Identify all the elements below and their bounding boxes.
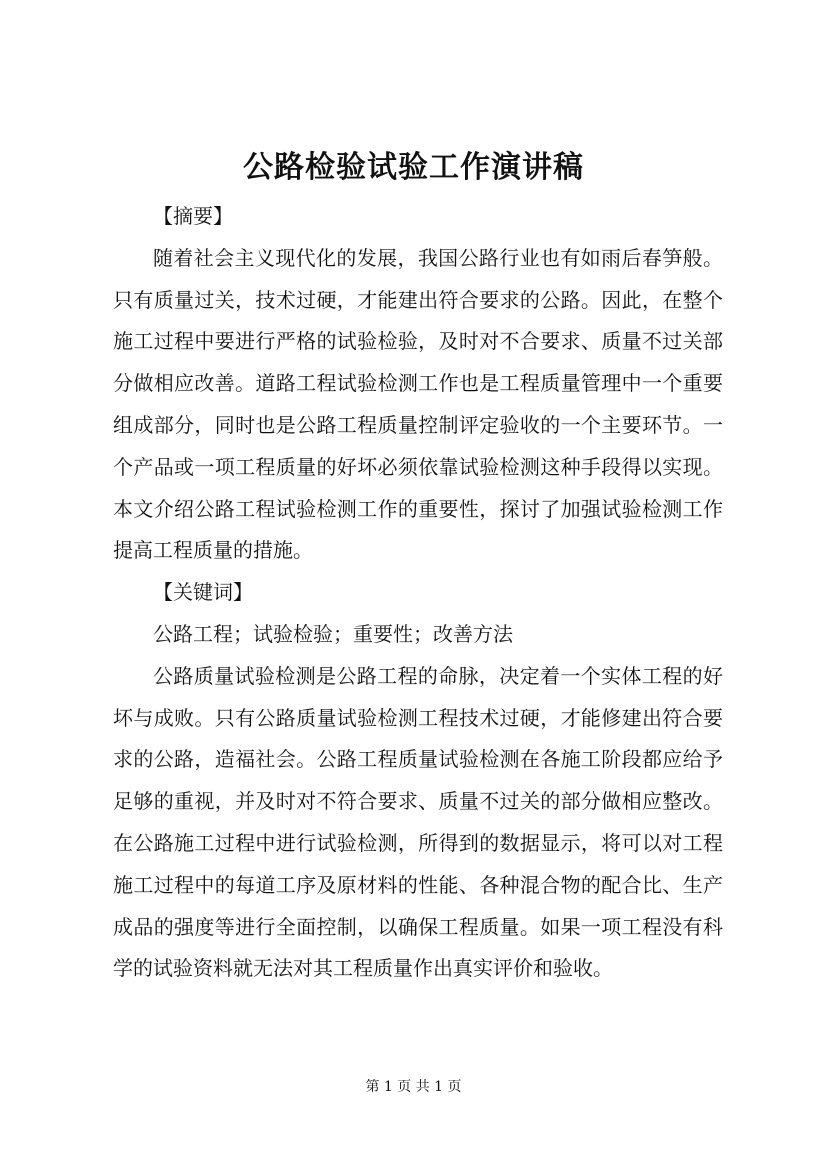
abstract-paragraph: 随着社会主义现代化的发展，我国公路行业也有如雨后春笋般。只有质量过关，技术过硬，才能建出符合要求的公路。因此，在整个施工过程中要进行严格的试验检验，及时对不合要求、质量不过关部分做相应改善。道路工程试验检测工作也是工程质量管理中一个重要组成部分，同时也是公路工程质量控制评定验收的一个主要环节。一个产品或一项工程质量的好坏必须依靠试验检测这种手段得以实现。本文介绍公路工程试验检测工作的重要性，探讨了加强试验检测工作提高工程质量的措施。 [113,245,723,563]
document-title: 公路检验试验工作演讲稿 [243,150,584,185]
keywords-paragraph: 公路工程；试验检验；重要性；改善方法 [153,621,513,646]
body-paragraph: 公路质量试验检测是公路工程的命脉，决定着一个实体工程的好坏与成败。只有公路质量试验检测工程技术过硬，才能修建出符合要求的公路，造福社会。公路工程质量试验检测在各施工阶段都应给予足够的重视，并及时对不符合要求、质量不过关的部分做相应整改。在公路施工过程中进行试验检测，所得到的数据显示，将可以对工程施工过程中的每道工序及原材料的性能、各种混合物的配合比、生产成品的强度等进行全面控制，以确保工程质量。如果一项工程没有科学的试验资料就无法对其工程质量作出真实评价和验收。 [113,663,723,981]
keywords-heading: 【关键词】 [153,580,253,605]
document-body [113,196,723,990]
abstract-heading: 【摘要】 [153,204,233,228]
page-footer: 第 1 页 共 1 页 [365,1079,462,1095]
